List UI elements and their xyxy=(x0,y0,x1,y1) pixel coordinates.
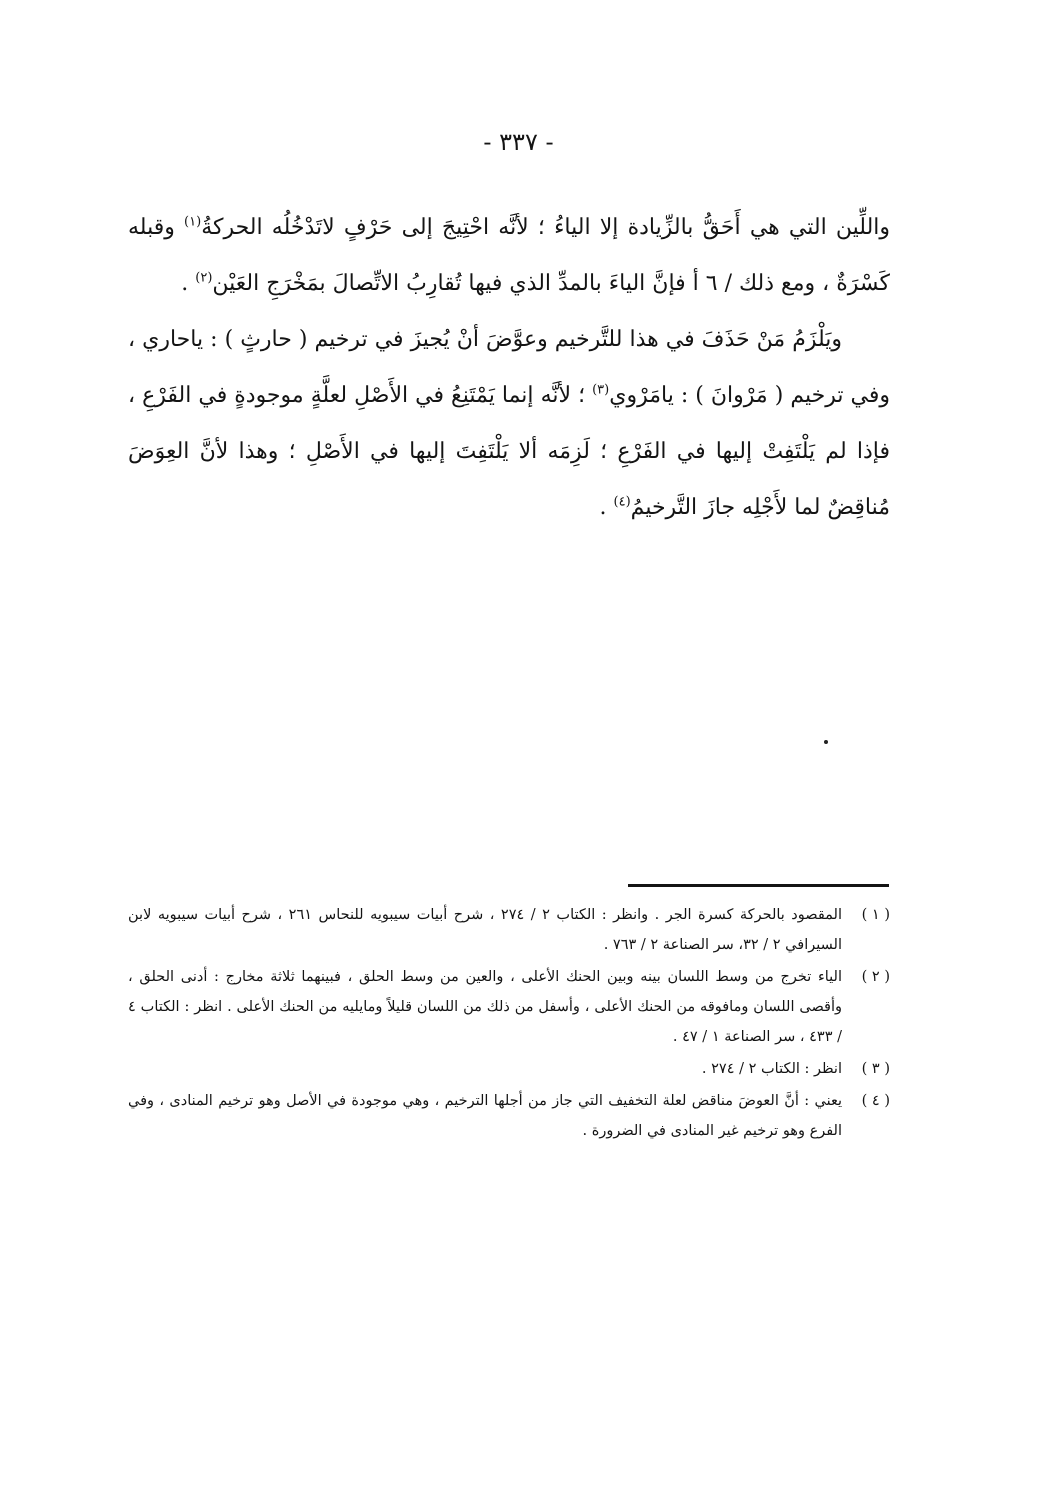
paragraph-2-part-2: ؛ لأنَّه إنما يَمْتَنِعُ في الأَصْلِ لعلَّةٍ موجودةٍ في الفَرْعِ ، فإذا لم يَلْتَفِتْ إليها في الفَرْعِ ؛ لَزِمَه ألا يَلْتَفِتَ إليها في الأَصْلِ ؛ وهذا لأنَّ العِوَضَ مُناقِضٌ لما لأَجْلِه جازَ التَّرخيمُ xyxy=(128,383,890,520)
footnote-1 xyxy=(128,900,890,960)
footnote-number: ( ٣ ) xyxy=(861,1061,890,1077)
stray-dot xyxy=(824,740,828,744)
footnote-ref-4: (٤) xyxy=(613,494,631,510)
footnote-number: ( ١ ) xyxy=(861,907,890,923)
footnote-ref-1: (١) xyxy=(184,214,202,230)
footnote-text: المقصود بالحركة كسرة الجر . وانظر : الكتاب ٢ / ٢٧٤ ، شرح أبيات سيبويه للنحاس ٢٦١ ، شرح أبيات سيبويه لابن السيرافي ٢ / ٣٢، سر الصناعة ٢ / ٧٦٣ . xyxy=(128,907,842,953)
main-text xyxy=(128,200,890,536)
footnote-ref-2: (٢) xyxy=(195,270,213,286)
paragraph-1-end: . xyxy=(181,271,196,296)
paragraph-2 xyxy=(128,312,890,536)
footnote-number: ( ٤ ) xyxy=(861,1093,890,1109)
paragraph-1-part-2: وقبله كَسْرَةٌ ، ومع ذلك / ٦ أ فإنَّ الياءَ بالمدِّ الذي فيها تُقارِبُ الاتِّصالَ بمَخْرَجِ العَيْن xyxy=(128,215,890,296)
footnote-text: الياء تخرج من وسط اللسان بينه وبين الحنك الأعلى ، والعين من وسط الحلق ، فبينهما ثلاثة مخارج : أدنى الحلق ، وأقصى اللسان ومافوقه من الحنك الأعلى ، وأسفل من ذلك من اللسان قليلاً ومايليه من الحنك الأعلى . انظر : الكتاب ٤ / ٤٣٣ ، سر الصناعة ١ / ٤٧ . xyxy=(128,969,842,1045)
footnote-text: انظر : الكتاب ٢ / ٢٧٤ . xyxy=(701,1061,842,1077)
paragraph-1-part-1: واللِّين التي هي أَحَقُّ بالزِّيادة إلا الياءُ ؛ لأنَّه احْتِيجَ إلى حَرْفٍ لاتَدْخُلُه الحركةُ xyxy=(201,215,891,240)
paragraph-2-end: . xyxy=(599,495,614,520)
footnote-3 xyxy=(128,1054,890,1084)
footnotes xyxy=(128,900,890,1148)
footnote-text: يعني : أنَّ العوضَ مناقض لعلة التخفيف التي جاز من أجلها الترخيم ، وهي موجودة في الأصل وهو ترخيم المنادى ، وفي الفرع وهو ترخيم غير المنادى في الضرورة . xyxy=(128,1093,842,1139)
paragraph-1 xyxy=(128,200,890,312)
footnote-ref-3: (٣) xyxy=(592,382,610,398)
page-number: - ٣٣٧ - xyxy=(483,128,554,156)
footnote-separator xyxy=(628,884,889,887)
footnote-number: ( ٢ ) xyxy=(861,969,890,985)
footnote-2 xyxy=(128,962,890,1052)
paragraph-2-part-1: ويَلْزَمُ مَنْ حَذَفَ في هذا للتَّرخيم وعوَّضَ أنْ يُجيزَ في ترخيم ( حارثٍ ) : ياحاري ، وفي ترخيم ( مَرْوانَ ) : يامَرْوي xyxy=(128,327,890,408)
footnote-4 xyxy=(128,1086,890,1146)
